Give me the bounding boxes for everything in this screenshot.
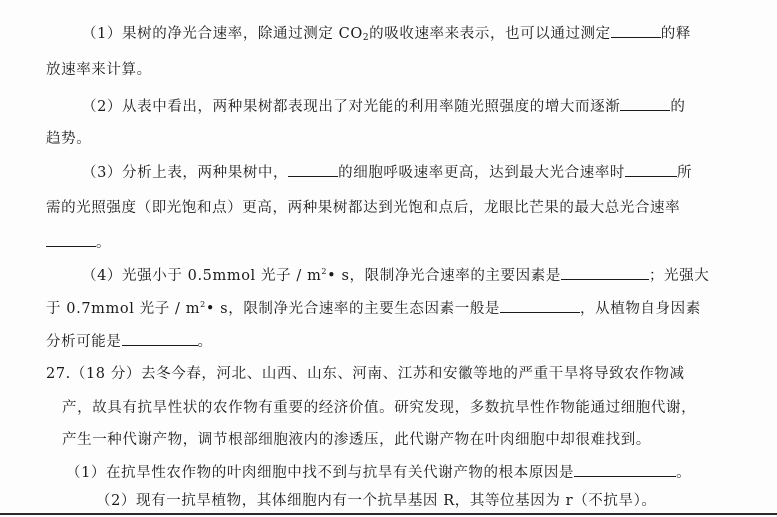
q26-part2-line2 [46,129,91,149]
q27-part1-text-a: （1）在抗旱性农作物的叶肉细胞中找不到与抗旱有关代谢产物的根本原因是 [66,465,575,481]
q26-part1-line1 [82,23,691,44]
answer-blank[interactable] [122,331,198,346]
squared-superscript: 2 [200,300,206,309]
q26-part2-line1 [82,96,685,117]
q26-part4-text-b: • s，限制净光合速率的主要因素是 [327,268,561,284]
q27-part2-line [96,491,657,511]
q26-part3-line3 [46,232,111,253]
q26-part4-text-c: ；光强大 [648,268,710,284]
q26-part2-text-a: （2）从表中看出，两种果树都表现出了对光能的利用率随光照强度的增大而逐渐 [82,99,621,115]
q26-part4-text-h: 。 [197,334,213,350]
answer-blank[interactable] [561,265,649,280]
q26-part3-line1 [82,162,692,183]
q26-part1-line2 [46,60,152,80]
answer-blank[interactable] [611,23,661,38]
answer-blank[interactable] [625,162,677,177]
answer-blank[interactable] [500,298,580,313]
co2-subscript: 2 [362,33,370,43]
q26-part1-text-b: 的吸收速率来表示，也可以通过测定 [369,26,611,42]
q27-intro-line2 [62,398,696,418]
q26-part2-text-b: 的 [670,99,686,115]
answer-blank[interactable] [574,462,676,477]
q26-part1-text-d: 放速率来计算。 [46,62,152,78]
q27-intro-line1 [46,364,685,384]
q26-part4-text-g: 分析可能是 [46,334,122,350]
q26-part4-text-e: • s，限制净光合速率的主要生态因素一般是 [205,301,501,317]
q26-part1-text-c: 的释 [660,26,691,42]
q26-part1-text-a: （1）果树的净光合速率，除通过测定 CO [82,26,363,42]
q26-part3-text-a: （3）分析上表，两种果树中， [82,165,289,181]
q27-intro-text-c: 产生一种代谢产物，调节根部细胞液内的渗透压，此代谢产物在叶肉细胞中却很难找到。 [62,432,651,448]
q26-part3-line2 [46,198,680,218]
squared-superscript: 2 [321,267,328,276]
q26-part4-text-a: （4）光强小于 0.5mmol 光子 / m [82,268,322,284]
q27-intro-line3 [62,430,651,450]
q26-part4-line2 [46,298,701,319]
q26-part4-line3 [46,331,213,352]
q26-part2-text-c: 趋势。 [46,131,92,147]
q27-intro-text-a: 27.（18 分）去冬今春，河北、山西、山东、河南、江苏和安徽等地的严重干旱将导致农作物减 [46,366,685,382]
bottom-divider [0,513,777,515]
q26-part3-text-e: 。 [96,235,112,251]
q27-part1-text-b: 。 [676,465,692,481]
q27-intro-text-b: 产，故具有抗旱性状的农作物有重要的经济价值。研究发现，多数抗旱性作物能通过细胞代谢， [62,400,697,416]
q27-part2-text-a: （2）现有一抗旱植物，其体细胞内有一个抗旱基因 R，其等位基因为 r（不抗旱）。 [96,493,657,509]
q26-part4-text-f: ，从植物自身因素 [580,301,701,317]
answer-blank[interactable] [46,232,96,247]
q26-part3-text-b: 的细胞呼吸速率更高，达到最大光合速率时 [338,165,626,181]
answer-blank[interactable] [620,96,670,111]
q26-part4-text-d: 于 0.7mmol 光子 / m [46,301,201,317]
q26-part3-text-d: 需的光照强度（即光饱和点）更高，两种果树都达到光饱和点后，龙眼比芒果的最大总光合速率 [46,200,681,216]
q26-part4-line1 [82,265,709,286]
q27-part1-line [66,462,691,483]
answer-blank[interactable] [288,162,338,177]
q26-part3-text-c: 所 [677,165,693,181]
